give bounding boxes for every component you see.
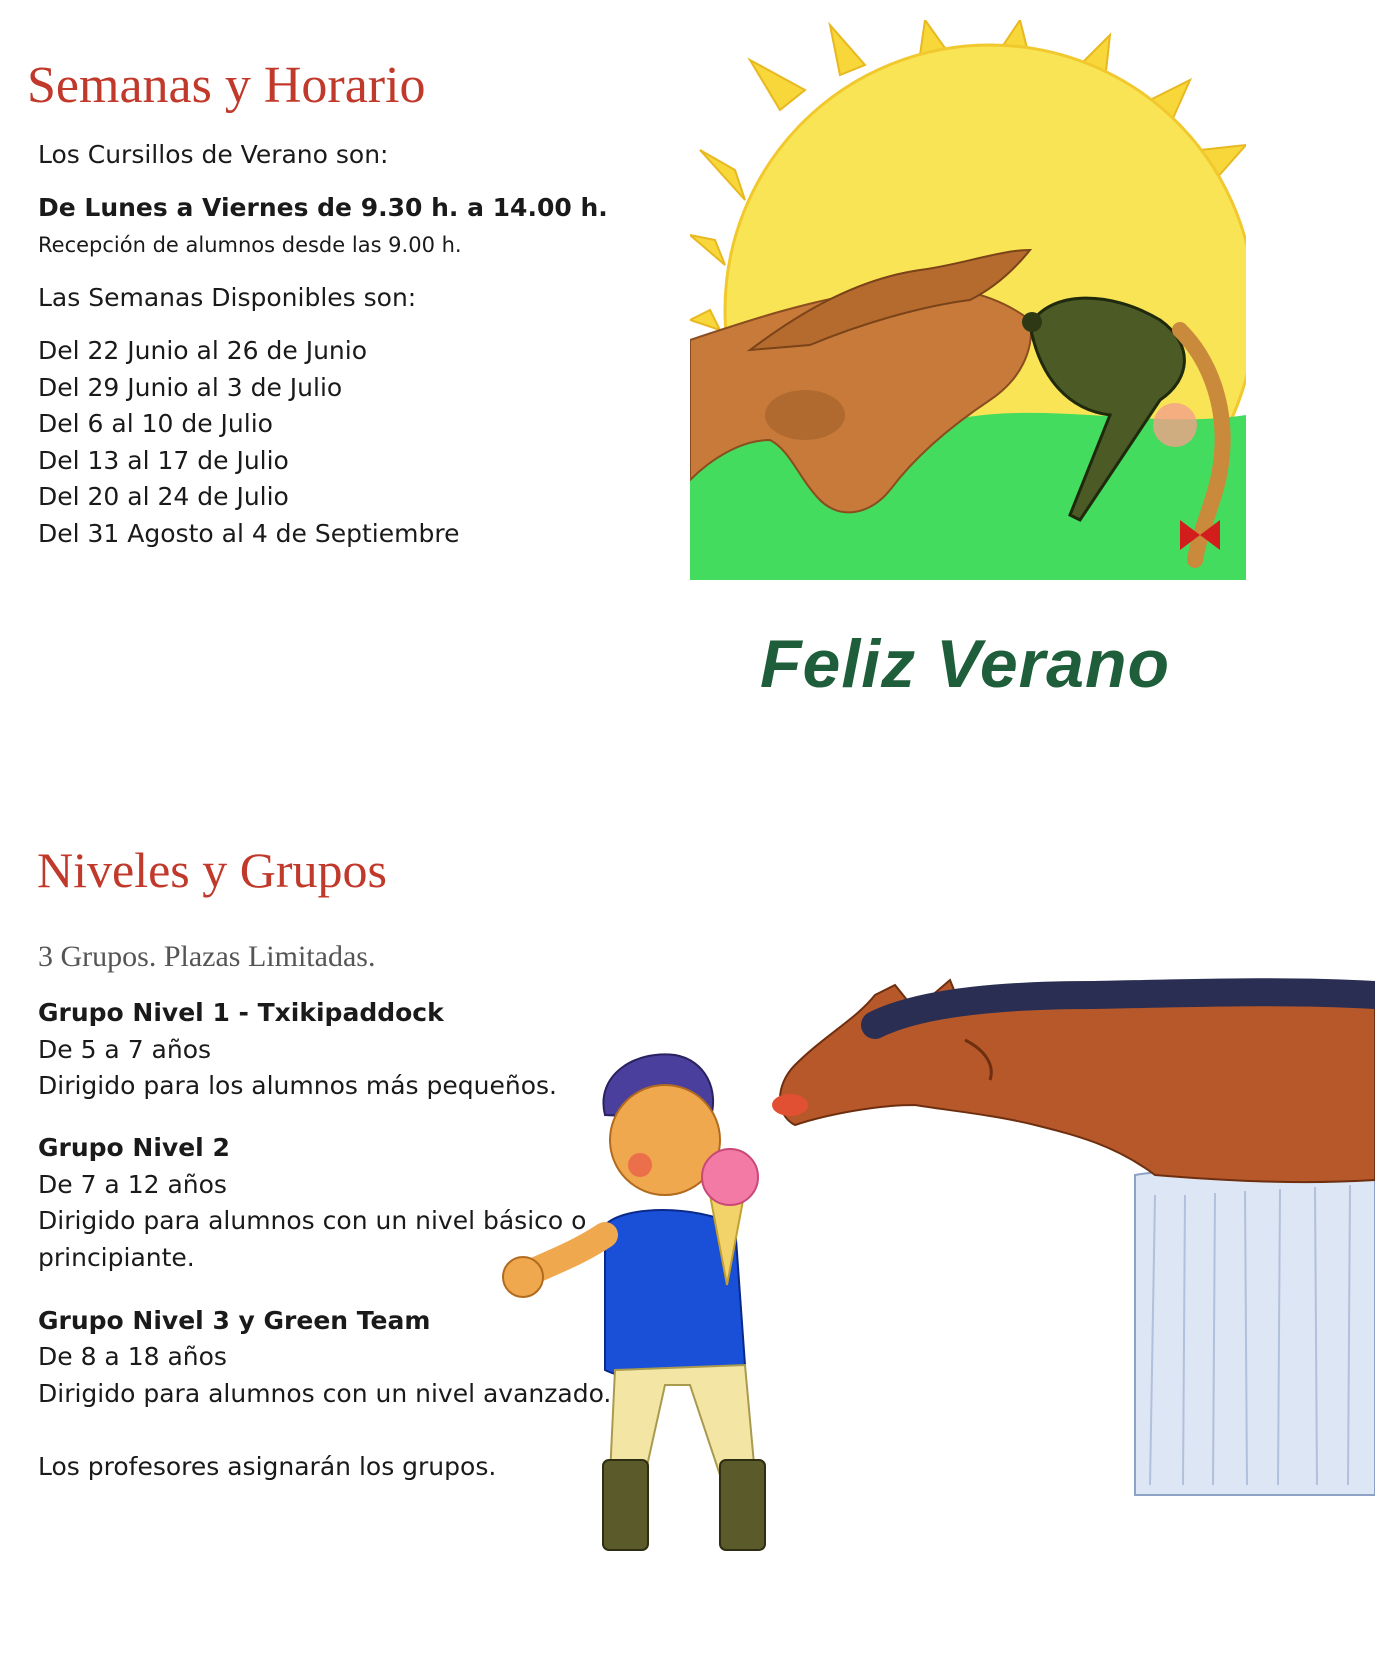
group-desc: Dirigido para alumnos con un nivel avanzado. xyxy=(38,1379,612,1408)
schedule-reception: Recepción de alumnos desde las 9.00 h. xyxy=(38,233,462,257)
stall-wall xyxy=(1135,1165,1375,1495)
groups-subtitle: 3 Grupos. Plazas Limitadas. xyxy=(38,940,376,973)
greeting-text: Feliz Verano xyxy=(760,626,1171,702)
week-item: Del 29 Junio al 3 de Julio xyxy=(38,373,343,402)
week-item: Del 31 Agosto al 4 de Septiembre xyxy=(38,519,460,548)
schedule-intro: Los Cursillos de Verano son: xyxy=(38,140,389,169)
boy-horse-illustration xyxy=(495,965,1375,1605)
week-item: Del 20 al 24 de Julio xyxy=(38,482,289,511)
group-name: Grupo Nivel 3 y Green Team xyxy=(38,1306,431,1335)
groups-footer: Los profesores asignarán los grupos. xyxy=(38,1452,497,1481)
week-item: Del 22 Junio al 26 de Junio xyxy=(38,336,368,365)
groups-title: Niveles y Grupos xyxy=(37,842,387,898)
horse-head xyxy=(772,980,1375,1182)
week-item: Del 6 al 10 de Julio xyxy=(38,409,273,438)
group-desc: Dirigido para alumnos con un nivel básico o xyxy=(38,1206,587,1235)
group-ages: De 8 a 18 años xyxy=(38,1342,227,1371)
group-desc: Dirigido para los alumnos más pequeños. xyxy=(38,1071,557,1100)
group-name: Grupo Nivel 2 xyxy=(38,1133,230,1162)
schedule-hours: De Lunes a Viernes de 9.30 h. a 14.00 h. xyxy=(38,193,608,222)
schedule-title: Semanas y Horario xyxy=(27,57,426,114)
group-name: Grupo Nivel 1 - Txikipaddock xyxy=(38,998,444,1027)
rider-cheek xyxy=(1153,403,1197,447)
group-ages: De 7 a 12 años xyxy=(38,1170,227,1199)
sun-horse-illustration xyxy=(690,20,1250,600)
week-item: Del 13 al 17 de Julio xyxy=(38,446,289,475)
weeks-intro: Las Semanas Disponibles son: xyxy=(38,283,417,312)
boy xyxy=(503,1054,765,1550)
group-ages: De 5 a 7 años xyxy=(38,1035,212,1064)
group-desc: principiante. xyxy=(38,1243,195,1272)
